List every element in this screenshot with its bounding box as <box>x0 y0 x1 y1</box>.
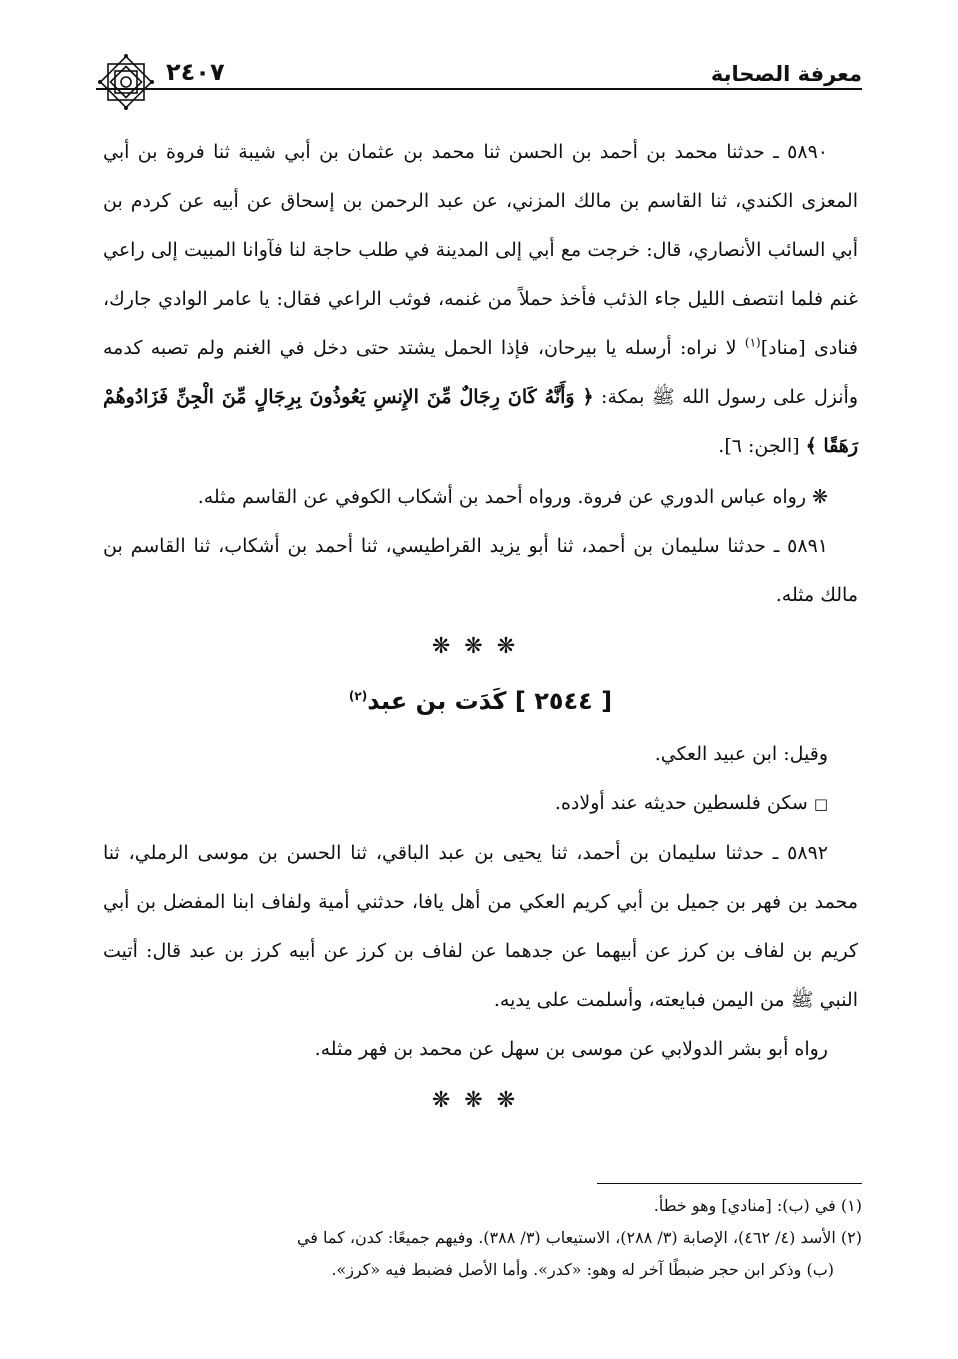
entry-heading-text: [ ٢٥٤٤ ] كَدَت بن عبد <box>367 687 613 715</box>
riwaya-2: رواه أبو بشر الدولابي عن موسى بن سهل عن محمد بن فهر مثله. <box>314 1038 828 1060</box>
quran-verse: ﴿ وَأَنَّهُ كَانَ رِجَالٌ مِّنَ الإِنسِ يَعُوذُونَ بِرِجَالٍ مِّنَ الْجِنِّ فَزَادُوهُمْ رَهَقًا ﴾ <box>103 386 858 457</box>
footnote-rule <box>597 1183 862 1184</box>
page-header <box>96 52 862 112</box>
hadith-5890-text-b: لا نراه: أرسله يا بيرحان، فإذا الحمل يشتد حتى دخل في الغنم ولم تصبه كدمه وأنزل على رسول الله ﷺ بمكة: <box>103 337 858 408</box>
header-rule <box>96 88 862 90</box>
sakan-line <box>103 779 858 829</box>
footnote-2-line-1: (٢) الأسد (٤/ ٤٦٢)، الإصابة (٣/ ٢٨٨)، الاستيعاب (٣/ ٣٨٨). وفيهم جميعًا: كدن، كما في <box>296 1228 862 1247</box>
entry-heading <box>103 672 858 730</box>
running-title: معرفة الصحابة <box>710 62 862 86</box>
star-icon: ❋ <box>812 486 828 508</box>
hadith-5890 <box>103 128 858 471</box>
footnote-1: (١) في (ب): [منادي] وهو خطأ. <box>653 1196 862 1215</box>
square-bullet-icon: □ <box>813 795 828 813</box>
hadith-5890-text: ٥٨٩٠ ـ حدثنا محمد بن أحمد بن الحسن ثنا محمد بن عثمان بن أبي شيبة ثنا فروة بن أبي المعزى الكندي، ثنا القاسم بن مالك المزني، عن عبد الرحمن بن إسحاق عن أبيه عن كردم بن أبي السائب الأنصاري، قال: خرجت مع أبي إلى المدينة في طلب حاجة لنا فآوانا المبيت إلى راعي غنم فلما انتصف الليل جاء الذئب فأخذ حملاً من غنمه، فوثب الراعي فقال: يا عامر الوادي جارك، فنادى [مناد] <box>103 141 858 359</box>
riwaya-1-text: رواه عباس الدوري عن فروة. ورواه أحمد بن أشكاب الكوفي عن القاسم مثله. <box>197 486 813 508</box>
footnote-ref-1: (١) <box>744 335 761 350</box>
sakan-text: سكن فلسطين حديثه عند أولاده. <box>554 792 814 814</box>
section-separator-stars: ❋❋❋ <box>431 634 530 659</box>
hadith-5892: ٥٨٩٢ ـ حدثنا سليمان بن أحمد، ثنا يحيى بن عبد الباقي، ثنا الحسن بن موسى الرملي، ثنا محمد بن فهر بن جميل بن أبي كريم العكي من أهل يافا، حدثني أمية ولفاف ابنا المفضل بن أبي كريم بن لفاف بن كرز عن أبيهما عن جدهما عن لفاف بن كرز عن أبيه كرز بن عبد قال: أتيت النبي ﷺ من اليمن فبايعته، وأسلمت على يديه. <box>103 842 858 1011</box>
riwaya-1 <box>103 473 858 522</box>
footnotes <box>103 1190 862 1286</box>
qil-line: وقيل: ابن عبيد العكي. <box>654 743 828 765</box>
footnote-2-line-2: (ب) وذكر ابن حجر ضبطًا آخر له وهو: «كدر». وأما الأصل فضبط فيه «كرز». <box>331 1260 834 1279</box>
page-number: ٢٤٠٧ <box>166 58 225 86</box>
octagram-ornament-icon <box>96 52 156 112</box>
quran-reference: [الجن: ٦]. <box>718 435 806 457</box>
hadith-5891: ٥٨٩١ ـ حدثنا سليمان بن أحمد، ثنا أبو يزيد القراطيسي، ثنا أحمد بن أشكاب، ثنا القاسم بن مالك مثله. <box>103 535 858 606</box>
section-separator-stars-2: ❋❋❋ <box>431 1088 530 1113</box>
footnote-ref-2: (٢) <box>348 689 368 703</box>
main-text <box>103 128 858 1126</box>
